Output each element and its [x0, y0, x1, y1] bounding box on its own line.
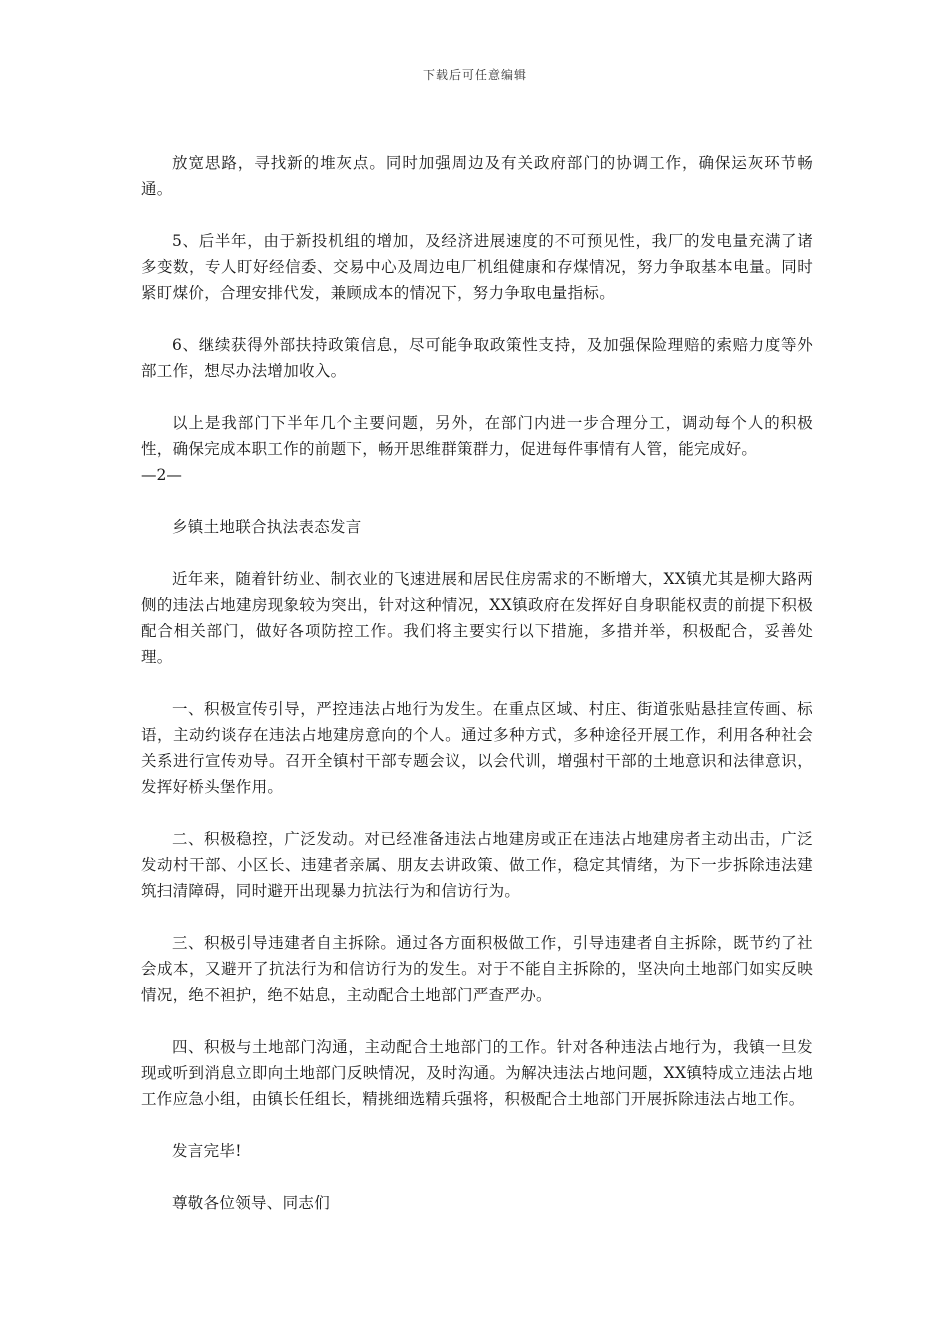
section-title: 乡镇土地联合执法表态发言 — [172, 518, 362, 536]
paragraph-measure-3: 三、积极引导违建者自主拆除。通过各方面积极做工作，引导违建者自主拆除，既节约了社会成本，又避开了抗法行为和信访行为的发生。对于不能自主拆除的，坚决向土地部门如实反映情况，绝不袒护，绝不姑息，主动配合土地部门严查严办。 — [141, 934, 813, 1004]
paragraph-item-5: 5、后半年，由于新投机组的增加，及经济进展速度的不可预见性，我厂的发电量充满了诸多变数，专人盯好经信委、交易中心及周边电厂机组健康和存煤情况，努力争取基本电量。同时紧盯煤价，合理安排代发，兼顾成本的情况下，努力争取电量指标。 — [141, 232, 813, 302]
paragraph-intro: 近年来，随着针纺业、制衣业的飞速进展和居民住房需求的不断增大，XX镇尤其是柳大路两侧的违法占地建房现象较为突出，针对这种情况，XX镇政府在发挥好自身职能权责的前提下积极配合相关部门，做好各项防控工作。我们将主要实行以下措施，多措并举，积极配合，妥善处理。 — [141, 570, 813, 666]
paragraph-measure-2: 二、积极稳控，广泛发动。对已经准备违法占地建房或正在违法占地建房者主动出击，广泛发动村干部、小区长、违建者亲属、朋友去讲政策、做工作，稳定其情绪，为下一步拆除违法建筑扫清障碍，同时避开出现暴力抗法行为和信访行为。 — [141, 830, 813, 900]
page-header-note: 下载后可任意编辑 — [422, 68, 527, 82]
paragraph-measure-1: 一、积极宣传引导，严控违法占地行为发生。在重点区域、村庄、街道张贴悬挂宣传画、标语，主动约谈存在违法占地建房意向的个人。通过多种方式，多种途径开展工作，利用各种社会关系进行宣传劝导。召开全镇村干部专题会议，以会代训，增强村干部的土地意识和法律意识，发挥好桥头堡作用。 — [141, 700, 813, 796]
paragraph-continuation: 放宽思路，寻找新的堆灰点。同时加强周边及有关政府部门的协调工作，确保运灰环节畅通。 — [141, 154, 813, 198]
paragraph-item-6: 6、继续获得外部扶持政策信息，尽可能争取政策性支持，及加强保险理赔的索赔力度等外部工作，想尽办法增加收入。 — [141, 336, 813, 380]
paragraph-salutation: 尊敬各位领导、同志们 — [172, 1194, 331, 1212]
document-body — [141, 150, 813, 1242]
paragraph-closing: 发言完毕! — [172, 1142, 242, 1160]
paragraph-measure-4: 四、积极与土地部门沟通，主动配合土地部门的工作。针对各种违法占地行为，我镇一旦发现或听到消息立即向土地部门反映情况，及时沟通。为解决违法占地问题，XX镇特成立违法占地工作应急小组，由镇长任组长，精挑细选精兵强将，积极配合土地部门开展拆除违法占地工作。 — [141, 1038, 813, 1108]
page-number-marker: —2— — [141, 466, 182, 484]
paragraph-summary: 以上是我部门下半年几个主要问题，另外，在部门内进一步合理分工，调动每个人的积极性，确保完成本职工作的前题下，畅开思维群策群力，促进每件事情有人管，能完成好。 — [141, 414, 813, 458]
